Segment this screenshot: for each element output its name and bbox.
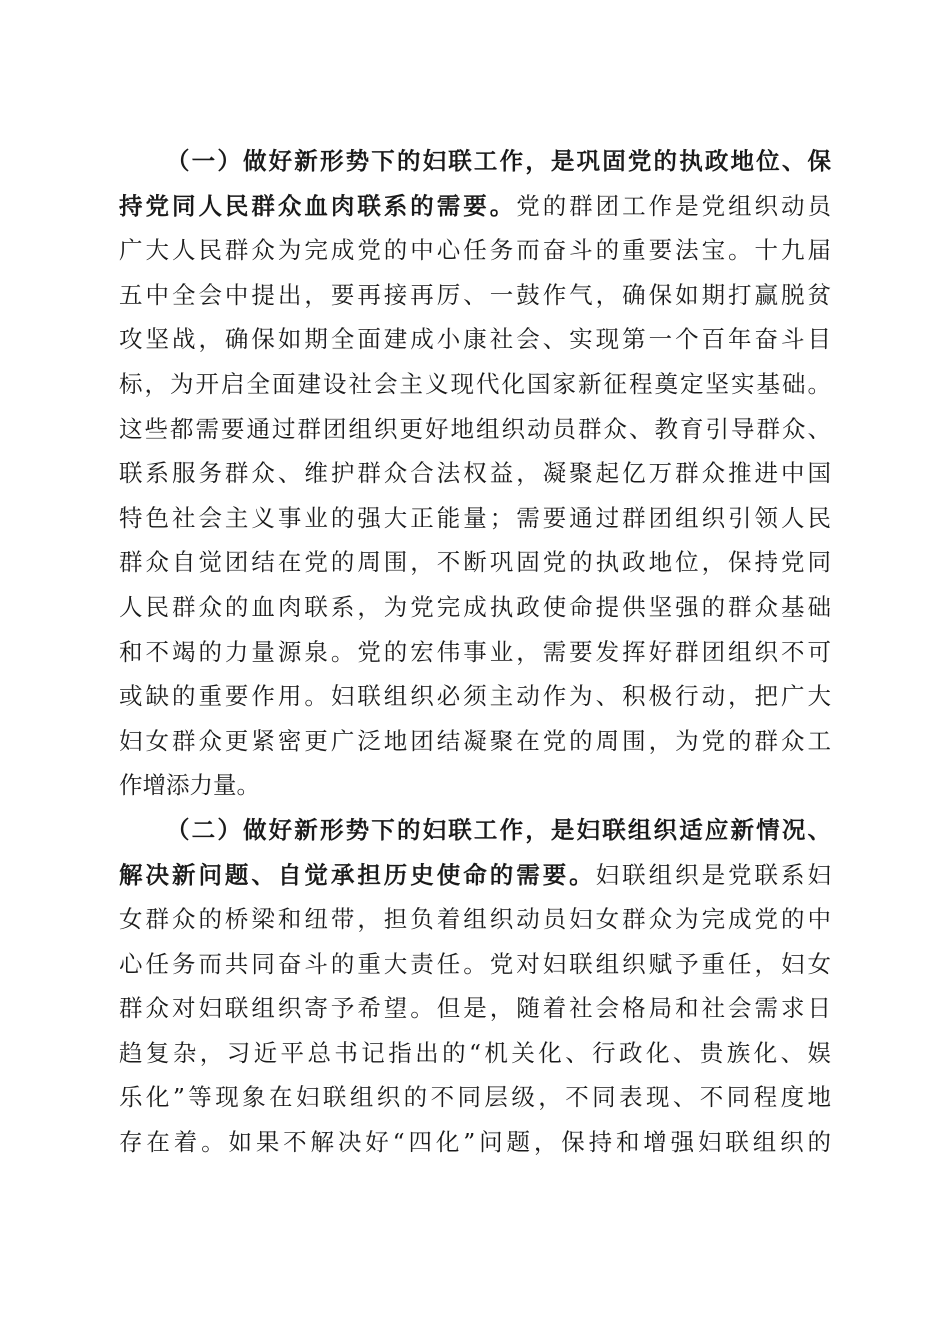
text-line: 妇女群众更紧密更广泛地团结凝聚在党的周围，为党的群众工 [119, 726, 831, 755]
text-line: 标，为开启全面建设社会主义现代化国家新征程奠定坚实基础。 [119, 369, 831, 398]
text-line: 趋复杂，习近平总书记指出的“机关化、行政化、贵族化、娱 [119, 1038, 831, 1067]
section-heading: 解决新问题、自觉承担历史使命的需要。 [119, 860, 596, 889]
text-line: 群众自觉团结在党的周围，不断巩固党的执政地位，保持党同 [119, 548, 831, 577]
text-line: 存在着。如果不解决好“四化”问题，保持和增强妇联组织的 [119, 1128, 831, 1157]
text-line: 广大人民群众为完成党的中心任务而奋斗的重要法宝。十九届 [119, 236, 831, 265]
section-heading: （一）做好新形势下的妇联工作，是巩固党的执政地位、保 [166, 147, 831, 175]
text-line: 攻坚战，确保如期全面建成小康社会、实现第一个百年奋斗目 [119, 325, 831, 354]
text-line: 解决新问题、自觉承担历史使命的需要。妇联组织是党联系妇 [119, 860, 831, 889]
text-line: 特色社会主义事业的强大正能量；需要通过群团组织引领人民 [119, 503, 831, 532]
text-line: 心任务而共同奋斗的重大责任。党对妇联组织赋予重任，妇女 [119, 949, 831, 978]
text-line: 乐化”等现象在妇联组织的不同层级，不同表现、不同程度地 [119, 1083, 831, 1112]
paragraph-2 [119, 808, 831, 1165]
text-line: 五中全会中提出，要再接再厉、一鼓作气，确保如期打赢脱贫 [119, 280, 831, 309]
text-line: 群众对妇联组织寄予希望。但是，随着社会格局和社会需求日 [119, 994, 831, 1023]
text-line: 和不竭的力量源泉。党的宏伟事业，需要发挥好群团组织不可 [119, 637, 831, 666]
text-line: 这些都需要通过群团组织更好地组织动员群众、教育引导群众、 [119, 414, 831, 443]
text-line [119, 139, 831, 184]
document-body [119, 139, 831, 1165]
text-line: 人民群众的血肉联系，为党完成执政使命提供坚强的群众基础 [119, 592, 831, 621]
section-heading: （二）做好新形势下的妇联工作，是妇联组织适应新情况、 [166, 815, 831, 844]
text-line: 女群众的桥梁和纽带，担负着组织动员妇女群众为完成党的中 [119, 905, 831, 934]
text-line: 作增添力量。 [119, 771, 260, 800]
text-line: 持党同人民群众血肉联系的需要。党的群团工作是党组织动员 [119, 191, 831, 220]
section-heading: 持党同人民群众血肉联系的需要。 [119, 191, 517, 220]
text-line [119, 808, 831, 853]
text-line: 或缺的重要作用。妇联组织必须主动作为、积极行动，把广大 [119, 682, 831, 711]
paragraph-1 [119, 139, 831, 808]
text-line: 联系服务群众、维护群众合法权益，凝聚起亿万群众推进中国 [119, 459, 831, 488]
